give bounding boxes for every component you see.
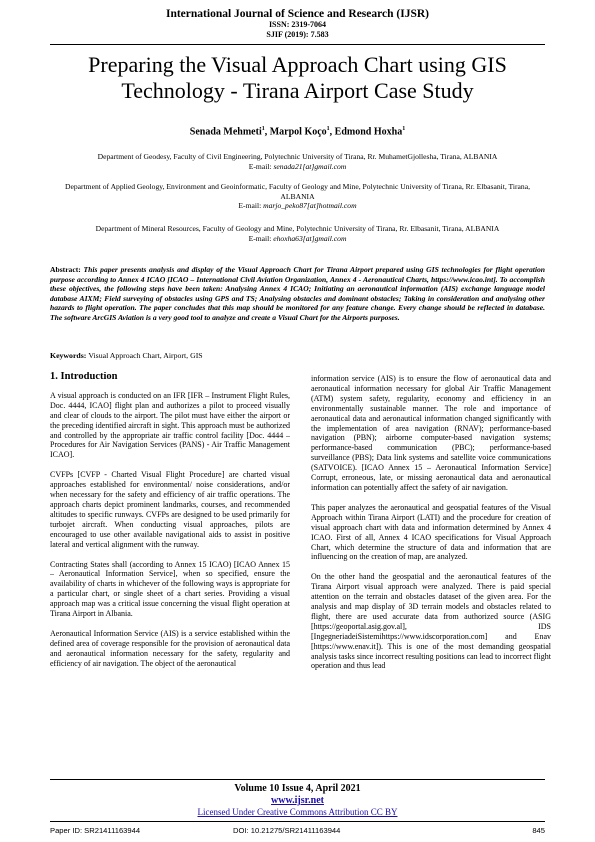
author-affil-mark: 1 bbox=[402, 126, 406, 132]
email-label: E-mail: bbox=[248, 233, 274, 243]
abstract-text: This paper presents analysis and display of the Visual Approach Chart for Tirana Airport prepared using GIS technologies for flight operation purpose according to Annex 4 ICAO [ICAO – International Civil Aviation Organization, Annex 4 - Aeronautical Charts, https://www.icao.int]. To accomplish these objectives, the following steps have been taken: Analysing Annex 4 ICAO; Initiating an aeronautical information (AIS) exchange language model database AIXM; Field surveying of obstacles using GPS and TS; Analysing obstacles and dominant obstacles; Taking in consideration and analysing other hazards to flight operation. The paper concludes that this map should be monitored for any feature change. Every change should be reflected in database. The software ArcGIS Aviation is a very good tool to analyze and create a Visual Chart for the Airports purposes. bbox=[50, 265, 545, 322]
abstract-label: Abstract: bbox=[50, 265, 84, 274]
left-column bbox=[50, 372, 290, 772]
affiliation bbox=[50, 182, 545, 211]
keywords-label: Keywords: bbox=[50, 351, 89, 360]
affiliation-dept: Department of Applied Geology, Environment and Geoinformatic, Faculty of Geology and Mine, Polytechnic University of Tirana, Rr. Elbasanit, Tirana, ALBANIA bbox=[65, 182, 530, 201]
author-list bbox=[0, 126, 595, 137]
author-name: Edmond Hoxha bbox=[334, 126, 403, 138]
doi: DOI: 10.21275/SR21411163944 bbox=[233, 826, 341, 835]
sjif: SJIF (2019): 7.583 bbox=[266, 30, 329, 39]
author-email: senada21[at]gmail.com bbox=[273, 161, 347, 171]
author-separator: , bbox=[264, 126, 270, 138]
volume-issue: Volume 10 Issue 4, April 2021 bbox=[234, 783, 361, 794]
paragraph: On the other hand the geospatial and the aeronautical features of the Tirana Airport visual approach were analyzed. There is paid special attention on the terrain and obstacles dataset of the given area. For the analysis and map display of 3D terrain models and obstacles related to flight, there are used accurate data from authorized source (ASIG [https://geoportal.asig.gov.al], IDS [IngegneriadeiSistemihttps://www.idscorporation.com] and Enav [https://www.enav.it]). This is one of the most demanding geospatial analysis tasks since incorrect resulting positions can lead to incorrect flight operation and thus lead bbox=[311, 572, 551, 671]
author-name: Marpol Koço bbox=[269, 126, 327, 138]
header-divider bbox=[50, 44, 545, 45]
paragraph: Aeronautical Information Service (AIS) is a service established within the defined area of coverage responsible for the provision of aeronautical data and aeronautical information necessary for the safety, regularity and efficiency of air navigation. The object of the aeronautical bbox=[50, 628, 290, 668]
section-heading: 1. Introduction bbox=[50, 372, 118, 382]
paragraph: A visual approach is conducted on an IFR [IFR – Instrument Flight Rules, Doc. 4444, ICAO] flight plan and authorizes a pilot to proceed visually and clear of clouds to the airport. The pilot must have either the airport or the preceding identified aircraft in sight. This approach must be authorized and controlled by the appropriate air traffic control facility [Doc. 4444 – Procedures for Air Navigation Services (PANS) - Air Traffic Management ICAO]. bbox=[50, 390, 290, 460]
footer-divider bbox=[50, 779, 545, 780]
author-separator: , bbox=[329, 126, 335, 138]
author-name: Senada Mehmeti bbox=[189, 126, 262, 138]
author-email: ehoxha63[at]gmail.com bbox=[273, 233, 347, 243]
author-affil-mark: 1 bbox=[261, 126, 265, 132]
page-number: 845 bbox=[532, 826, 545, 835]
paper-id: Paper ID: SR21411163944 bbox=[50, 826, 141, 835]
paragraph: Contracting States shall (according to Annex 15 ICAO) [ICAO Annex 15 – Aeronautical Information Service], when so specified, ensure the availability of charts in whichever of the following ways is appropriate for a particular chart, or single sheet of a chart series. Providing a visual approach map was a critical issue concerning the visual flight operation at Tirana Airport in Albania. bbox=[50, 559, 290, 619]
license-link[interactable]: Licensed Under Creative Commons Attribution CC BY bbox=[197, 807, 398, 817]
journal-name: International Journal of Science and Research (IJSR) bbox=[165, 8, 429, 20]
email-label: E-mail: bbox=[238, 201, 264, 211]
keywords-text: Visual Approach Chart, Airport, GIS bbox=[88, 351, 203, 360]
journal-website-link[interactable]: www.ijsr.net bbox=[271, 795, 324, 806]
paragraph: information service (AIS) is to ensure the flow of aeronautical data and aeronautical information necessary for global Air Traffic Management (ATM) system safety, regularity, economy and efficiency in an environmentally sustainable manner. The role and importance of aeronautical data and aeronautical information changed significantly with the implementation of area navigation (RNAV); performance-based navigation (PBN); airborne computer-based navigation systems; performance-based communication (PBC); performance-based surveillance (PBS); Data link systems and satellite voice communications (SATVOICE). [ICAO Annex 15 – Aeronautical Information Service] Corrupt, erroneous, late, or missing aeronautical data and aeronautical information can potentially affect the safety of air navigation. bbox=[311, 374, 551, 492]
footer-bottom-divider bbox=[50, 821, 545, 822]
journal-header bbox=[0, 8, 595, 40]
abstract bbox=[50, 265, 545, 323]
issn: ISSN: 2319-7064 bbox=[268, 20, 327, 29]
journal-footer bbox=[0, 783, 595, 818]
paper-title: Preparing the Visual Approach Chart using GIS Technology - Tirana Airport Case Study bbox=[88, 52, 507, 103]
email-label: E-mail: bbox=[248, 161, 274, 171]
keywords bbox=[50, 351, 545, 360]
affiliation-dept: Department of Geodesy, Faculty of Civil Engineering, Polytechnic University of Tirana, Rr. MuhametGjollesha, Tirana, ALBANIA bbox=[97, 152, 498, 161]
affiliation bbox=[50, 224, 545, 243]
author-email: marjo_peko87[at]hotmail.com bbox=[263, 201, 357, 211]
paragraph: CVFPs [CVFP - Charted Visual Flight Procedure] are charted visual approaches established for environmental/ noise considerations, and/or when necessary for the safety and efficiency of air traffic operations. The approach charts depict prominent landmarks, courses, and recommended altitudes to specific runways. CVFPs are designed to be used primarily for turbojet aircraft. When conducting visual approaches, pilots are encouraged to use other available navigational aids to assist in positive lateral and vertical alignment with the runway. bbox=[50, 470, 290, 549]
affiliation-dept: Department of Mineral Resources, Faculty of Geology and Mine, Polytechnic University of Tirana, Rr. Elbasanit, Tirana, ALBANIA bbox=[95, 224, 500, 233]
affiliation bbox=[50, 152, 545, 171]
right-column bbox=[311, 374, 551, 774]
paragraph: This paper analyzes the aeronautical and geospatial features of the Visual Approach within Tirana Airport (LATI) and the procedure for creation of visual approach chart with data and information determined by Annex 4 ICAO. First of all, Annex 4 ICAO specifications for Visual Approach Chart, which determine the structure of data and information that are influencing on the creation of map, are analyzed. bbox=[311, 502, 551, 562]
author-affil-mark: 1 bbox=[326, 126, 330, 132]
